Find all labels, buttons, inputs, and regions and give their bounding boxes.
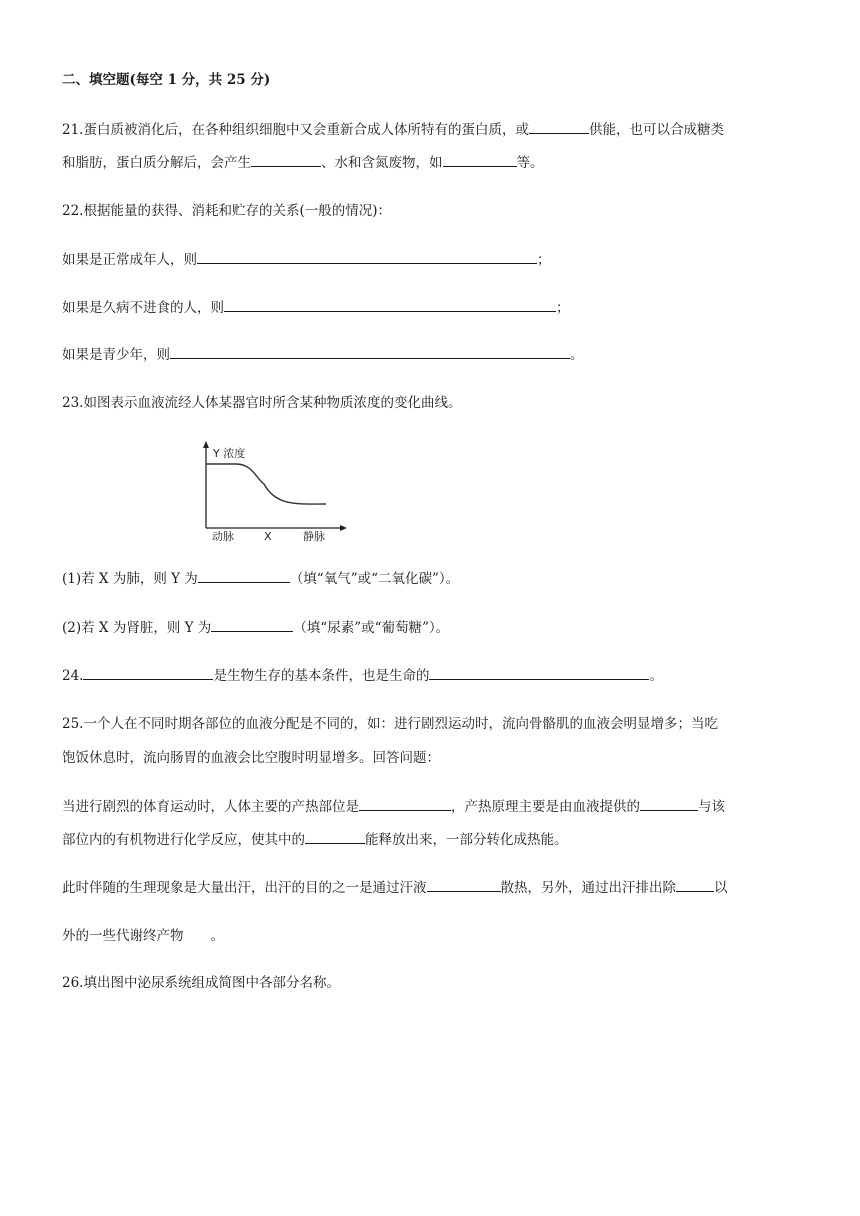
question-26-intro: 26.填出图中泌尿系统组成简图中各部分名称。: [62, 975, 340, 991]
question-24: [62, 665, 663, 686]
q21-text-3: 和脂肪，蛋白质分解后，会产生: [62, 155, 251, 171]
x-tick-artery: 动脉: [212, 530, 234, 543]
q25-blank-4[interactable]: [427, 877, 501, 892]
q22-a-text: 如果是正常成年人，则: [62, 252, 197, 268]
q21-text-1: 21.蛋白质被消化后，在各种组织细胞中又会重新合成人体所特有的蛋白质，或: [62, 122, 529, 138]
question-25-line-5: [62, 877, 728, 898]
q22-blank-a[interactable]: [197, 249, 537, 264]
y-axis-label: Y 浓度: [213, 447, 246, 460]
question-25-line-6: 外的一些代谢终产物 。: [62, 928, 224, 944]
q25-text-e: 能释放出来，一部分转化成热能。: [365, 832, 568, 848]
q22-c-end: 。: [570, 347, 584, 363]
question-25-line-3: [62, 796, 725, 817]
q25-text-c: 与该: [698, 799, 725, 815]
q22-c-text: 如果是青少年，则: [62, 347, 170, 363]
q25-text-h: 以: [714, 880, 728, 896]
q21-text-5: 等。: [516, 155, 544, 171]
section-title: 二、填空题(每空 1 分，共 25 分): [62, 72, 271, 88]
question-21-line-2: [62, 152, 544, 173]
concentration-chart: [196, 440, 356, 545]
q23-blank-2[interactable]: [211, 617, 293, 632]
question-25-line-1: 25.一个人在不同时期各部位的血液分配是不同的，如：进行剧烈运动时，流向骨骼肌的血液会明显增多；当吃: [62, 716, 718, 732]
q21-text-4: 、水和含氮废物，如: [321, 155, 443, 171]
q23-s1-text: (1)若 X 为肺，则 Y 为: [62, 571, 198, 587]
q25-text-g: 散热，另外，通过出汗排出除: [500, 880, 676, 896]
concentration-curve: [206, 464, 326, 504]
question-25-line-2: 饱饭休息时，流向肠胃的血液会比空腹时明显增多。回答问题：: [62, 750, 440, 766]
q24-text: 是生物生存的基本条件，也是生命的: [213, 668, 430, 684]
q24-blank-2[interactable]: [429, 665, 649, 680]
q25-blank-3[interactable]: [305, 829, 365, 844]
question-22-b: [62, 297, 570, 318]
x-tick-vein: 静脉: [303, 530, 325, 543]
q22-blank-c[interactable]: [170, 344, 570, 359]
q25-text-f: 此时伴随的生理现象是大量出汗，出汗的目的之一是通过汗液: [62, 880, 427, 896]
q25-text-d: 部位内的有机物进行化学反应，使其中的: [62, 832, 305, 848]
q24-number: 24.: [62, 668, 84, 684]
question-23-sub-2: [62, 617, 449, 638]
q22-blank-b[interactable]: [224, 297, 556, 312]
q22-b-end: ；: [556, 300, 570, 316]
q21-blank-3[interactable]: [443, 152, 517, 167]
q25-blank-1[interactable]: [359, 796, 451, 811]
question-23-intro: 23.如图表示血液流经人体某器官时所含某种物质浓度的变化曲线。: [62, 395, 462, 411]
q22-a-end: ；: [537, 252, 551, 268]
question-22-a: [62, 249, 551, 270]
question-22-c: [62, 344, 584, 365]
question-22-intro: 22.根据能量的获得、消耗和贮存的关系(一般的情况)：: [62, 203, 392, 219]
q23-blank-1[interactable]: [198, 568, 290, 583]
q24-end: 。: [649, 668, 663, 684]
q21-blank-2[interactable]: [251, 152, 321, 167]
x-tick-organ: X: [264, 530, 272, 543]
q24-blank-1[interactable]: [83, 665, 213, 680]
q25-text-b: ，产热原理主要是由血液提供的: [451, 799, 640, 815]
q25-text-a: 当进行剧烈的体育运动时，人体主要的产热部位是: [62, 799, 359, 815]
q21-blank-1[interactable]: [529, 119, 589, 134]
q25-blank-5[interactable]: [676, 877, 714, 892]
q22-b-text: 如果是久病不进食的人，则: [62, 300, 224, 316]
question-21-line-1: [62, 119, 724, 140]
q23-s2-text: (2)若 X 为肾脏，则 Y 为: [62, 620, 212, 636]
y-axis-arrow: [203, 441, 209, 448]
q25-blank-2[interactable]: [640, 796, 698, 811]
question-25-line-4: [62, 829, 568, 850]
question-23-sub-1: [62, 568, 459, 589]
q21-text-2: 供能，也可以合成糖类: [588, 122, 724, 138]
q23-s2-post: （填“尿素”或“葡萄糖”）。: [293, 620, 450, 636]
x-axis-arrow: [340, 525, 347, 531]
q23-s1-post: （填“氧气”或“二氧化碳”）。: [289, 571, 460, 587]
